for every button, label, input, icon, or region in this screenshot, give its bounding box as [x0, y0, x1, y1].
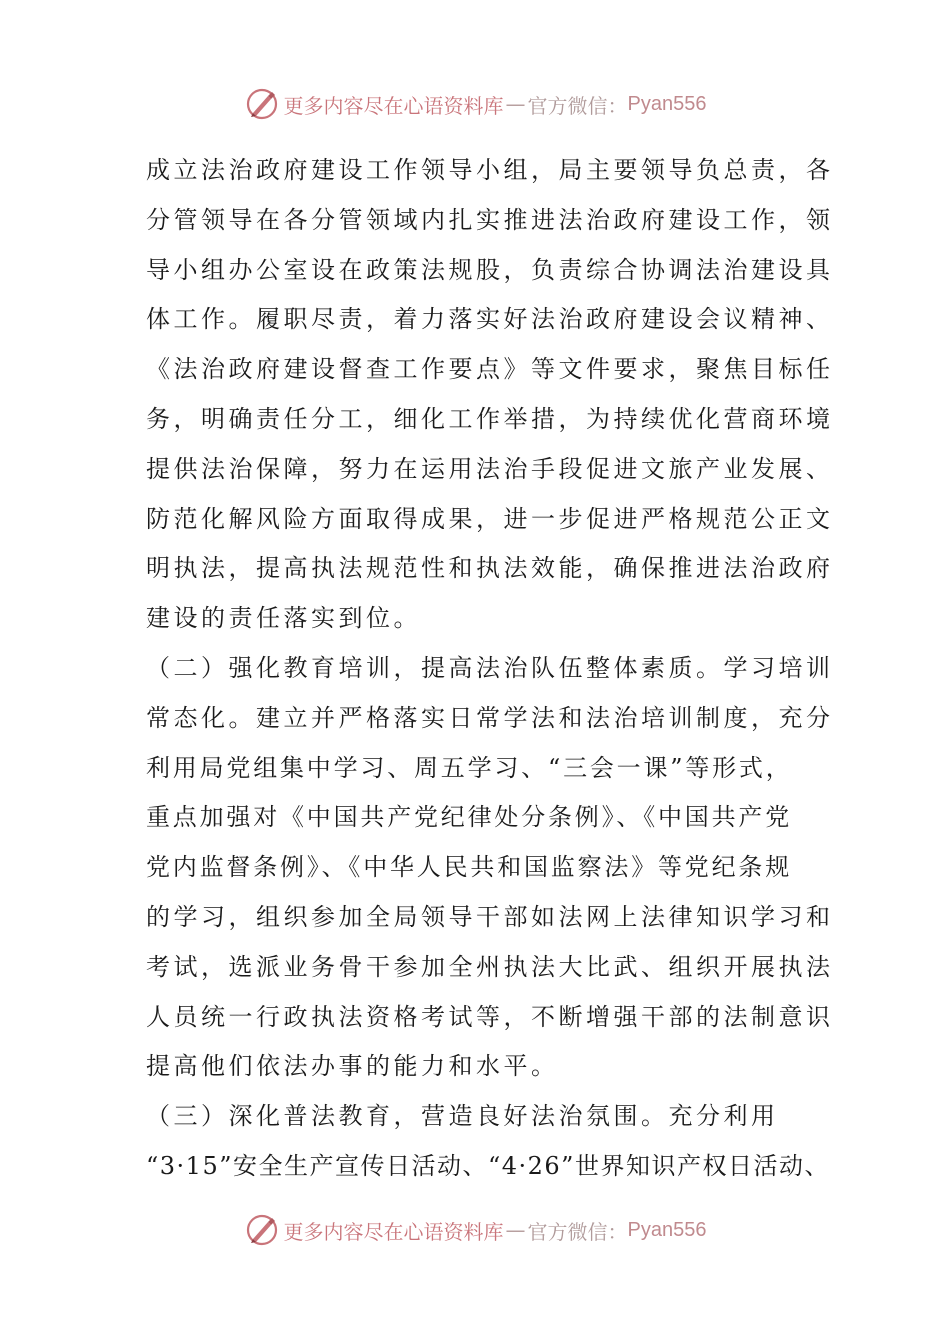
- text-line: 人员统一行政执法资格考试等，不断增强干部的法制意识: [146, 1002, 834, 1031]
- header-watermark: [0, 82, 950, 126]
- text-line: 常态化。建立并严格落实日常学法和法治培训制度，充分: [146, 703, 834, 732]
- watermark-label: 官方微信：: [527, 1219, 628, 1244]
- text-line: 务，明确责任分工，细化工作举措，为持续优化营商环境: [146, 404, 834, 433]
- watermark-id: Pyan556: [627, 1218, 707, 1241]
- text-line: “3·15”安全生产宣传日活动、“4·26”世界知识产权日活动、: [146, 1151, 830, 1180]
- watermark-label: 官方微信：: [527, 93, 628, 118]
- text-line: 明执法，提高执法规范性和执法效能，确保推进法治政府: [146, 554, 834, 583]
- text-line: 导小组办公室设在政策法规股，负责综合协调法治建设具: [146, 255, 834, 284]
- text-line: 提供法治保障，努力在运用法治手段促进文旅产业发展、: [146, 454, 834, 483]
- text-line: （二）强化教育培训，提高法治队伍整体素质。学习培训: [146, 653, 834, 682]
- text-line: 体工作。履职尽责，着力落实好法治政府建设会议精神、: [146, 305, 834, 334]
- text-line: 建设的责任落实到位。: [146, 604, 421, 633]
- text-line: 《法治政府建设督查工作要点》等文件要求，聚焦目标任: [146, 355, 834, 384]
- watermark-id: Pyan556: [627, 92, 707, 115]
- text-line: 防范化解风险方面取得成果，进一步促进严格规范公正文: [146, 504, 834, 533]
- text-line: 考试，选派业务骨干参加全州执法大比武、组织开展执法: [146, 952, 834, 981]
- footer-watermark: [0, 1208, 950, 1252]
- text-line: 利用局党组集中学习、周五学习、“三会一课”等形式，: [146, 753, 793, 782]
- text-line: 重点加强对《中国共产党纪律处分条例》、《中国共产党: [146, 803, 792, 832]
- text-line: 提高他们依法办事的能力和水平。: [146, 1052, 559, 1081]
- watermark-dash: —: [505, 1218, 526, 1242]
- watermark-brand: 更多内容尽在心语资料库: [283, 93, 504, 118]
- pen-seal-icon: [244, 86, 280, 122]
- text-line: 的学习，组织参加全局领导干部如法网上法律知识学习和: [146, 902, 834, 931]
- text-line: 成立法治政府建设工作领导小组，局主要领导负总责，各: [146, 156, 834, 184]
- text-line: （三）深化普法教育，营造良好法治氛围。充分利用: [146, 1102, 779, 1131]
- pen-seal-icon: [244, 1212, 280, 1248]
- document-body: [146, 146, 834, 1192]
- watermark-brand: 更多内容尽在心语资料库: [283, 1219, 504, 1244]
- text-line: 党内监督条例》、《中华人民共和国监察法》等党纪条规: [146, 853, 792, 882]
- watermark-dash: —: [505, 92, 526, 116]
- text-line: 分管领导在各分管领域内扎实推进法治政府建设工作，领: [146, 205, 834, 234]
